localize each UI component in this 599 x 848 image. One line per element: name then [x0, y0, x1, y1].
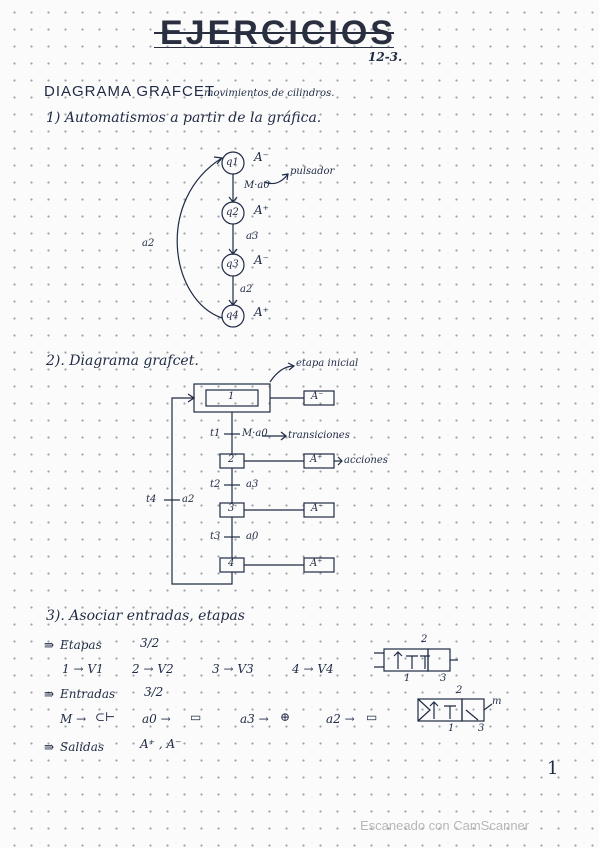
- entrada-map-1: M →: [60, 712, 87, 726]
- step-3-label: 3: [228, 503, 235, 514]
- salidas-bullet: ⇛: [44, 740, 55, 754]
- section-heading: DIAGRAMA GRAFCET: [44, 83, 216, 100]
- limit-switch-icon-a2: ▭: [366, 710, 378, 724]
- transition-t1-condition: M·a0: [242, 428, 268, 439]
- valve1-arrow-up: [394, 652, 402, 669]
- valve1-left-square: [384, 649, 428, 671]
- transiciones-label: transiciones: [288, 430, 350, 441]
- step-3-action: A⁻: [311, 503, 324, 514]
- date: 12-3.: [368, 50, 403, 64]
- valve1-actuator: [374, 653, 384, 667]
- link-4-1-return: [172, 398, 235, 584]
- loop-label: a2: [142, 238, 155, 249]
- state-q1-action: A⁻: [254, 150, 269, 164]
- valve2-port-3: 3: [478, 723, 485, 734]
- transition-t2-condition: a3: [246, 479, 259, 490]
- etapa-inicial-label: etapa inicial: [296, 358, 359, 369]
- part3-heading: 3). Asociar entradas, etapas: [46, 608, 245, 624]
- state-q4: q4: [226, 310, 239, 321]
- transition-t3-name: t3: [210, 531, 221, 542]
- step-2-action: A⁺: [310, 454, 323, 465]
- roller-switch-icon-a3: ⊕: [280, 710, 291, 724]
- entradas-bullet: ⇛: [44, 687, 55, 701]
- page-title: EJERCICIOS: [160, 14, 396, 52]
- section-subtitle: movimientos de cilindros.: [204, 88, 335, 99]
- valve2-diagonal: [466, 710, 478, 720]
- etapas-label: Etapas: [60, 638, 102, 652]
- scanner-watermark: Escaneado con CamScanner: [360, 818, 530, 833]
- entrada-map-4: a2 →: [326, 712, 355, 726]
- part2-heading: 2). Diagrama grafcet.: [46, 353, 199, 369]
- entradas-value: 3/2: [144, 685, 164, 699]
- valve2-spring: [484, 704, 492, 710]
- acciones-label: acciones: [344, 455, 388, 466]
- entrada-map-3: a3 →: [240, 712, 269, 726]
- entradas-label: Entradas: [60, 687, 116, 701]
- transition-t4-condition: a2: [182, 494, 195, 505]
- valve1-port-3: 3: [440, 673, 447, 684]
- state-q1: q1: [226, 157, 239, 168]
- loop-arrow-q4-q1: [177, 158, 222, 318]
- etapa-map-1: 1 → V1: [62, 662, 104, 676]
- etapas-value: 3/2: [140, 636, 160, 650]
- transition-t2-name: t2: [210, 479, 221, 490]
- part1-heading: 1) Automatismos a partir de la gráfica.: [46, 110, 322, 126]
- transition-t3-condition: a0: [246, 531, 259, 542]
- state-q2-action: A⁺: [254, 203, 269, 217]
- limit-switch-icon-a0: ▭: [190, 710, 202, 724]
- pulsador-label: pulsador: [290, 166, 335, 177]
- valve1-right-square: [428, 649, 450, 671]
- valve1-port-1: 1: [404, 673, 411, 684]
- valve2-m-label: m: [492, 696, 502, 707]
- step-4-label: 4: [228, 558, 235, 569]
- transition-label-3: a2: [240, 284, 253, 295]
- transition-label-2: a3: [246, 231, 259, 242]
- entrada-map-2: a0 →: [142, 712, 171, 726]
- etapa-map-2: 2 → V2: [132, 662, 174, 676]
- state-q3-action: A⁻: [254, 253, 269, 267]
- state-q4-action: A⁺: [254, 305, 269, 319]
- valve1-block-a: [406, 656, 418, 669]
- transition-t1-name: t1: [210, 428, 221, 439]
- valve2-block-a: [444, 706, 456, 719]
- salidas-label: Salidas: [60, 740, 105, 754]
- salidas-value: A⁺ , A⁻: [140, 737, 182, 751]
- state-q2: q2: [226, 207, 239, 218]
- etapa-map-3: 3 → V3: [212, 662, 254, 676]
- pushbutton-icon: ⊂⊢: [95, 710, 116, 724]
- valve1-port-2: 2: [421, 634, 428, 645]
- step-1-action: A⁻: [311, 391, 324, 402]
- transition-t4-name: t4: [146, 494, 157, 505]
- valve2-port-2: 2: [456, 685, 463, 696]
- valve2-arrow-up: [430, 702, 438, 719]
- valve2-actuator: [418, 699, 430, 721]
- state-q3: q3: [226, 259, 239, 270]
- valve2-port-1: 1: [448, 723, 455, 734]
- etapa-map-4: 4 → V4: [292, 662, 334, 676]
- step-1-label: 1: [228, 391, 235, 402]
- valve2-left-square: [418, 699, 462, 721]
- transition-label-1: M·a0: [244, 180, 270, 191]
- step-4-action: A⁺: [310, 558, 323, 569]
- etapas-bullet: ⇛: [44, 638, 55, 652]
- page-number: 1: [547, 758, 559, 779]
- valve2-right-square: [462, 699, 484, 721]
- step-2-label: 2: [228, 454, 235, 465]
